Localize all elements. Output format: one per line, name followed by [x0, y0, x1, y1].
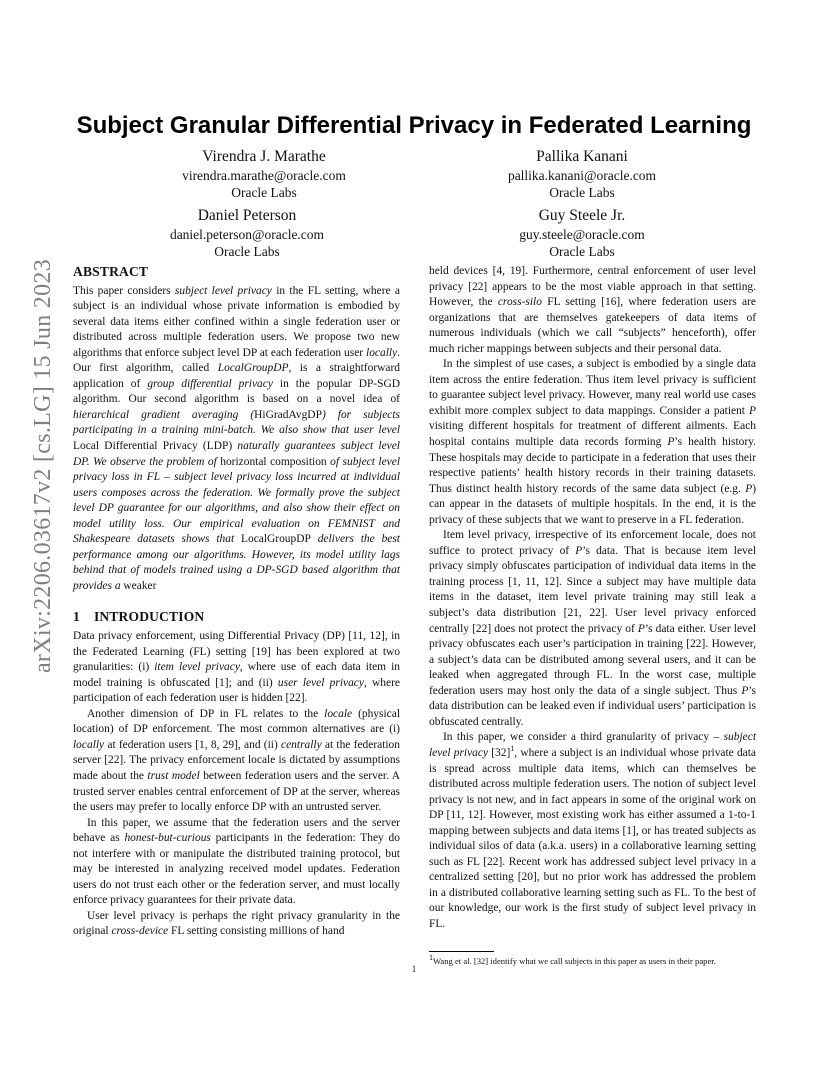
section-number: 1: [73, 609, 80, 625]
intro-paragraph-7: Item level privacy, irrespective of its enforcement locale, does not suffice to protect privacy of P’s data. That is because item level privacy simply obfuscates participation of individual data items in the training process [1, 11, 12]. Since a subject may have multiple data items in the dataset, item level private training may still leak a subject’s data distribution [21, 22]. User level privacy enforced centrally [22] does not protect the privacy of P’s data either. User level privacy obfuscates each user’s participation in training [22]. However, a subject’s data can be distributed among several users, and it can be leaked when aggregated through FL. In the worst case, multiple federation users may host only the data of a single subject. Thus P’s data distribution can be leaked even if individual users’ participation is obfuscated centrally.: [429, 529, 757, 728]
author-name: Virendra J. Marathe: [202, 148, 326, 165]
author-block: [432, 147, 732, 201]
intro-paragraph-5: held devices [4, 19]. Furthermore, central enforcement of user level privacy [22] appears to be the most viable approach in that setting. However, the cross-silo FL setting [16], where federation users are organizations that are themselves gatekeepers of data items of numerous individuals (which we call “subjects” henceforth), offer much richer mappings between subjects and their personal data.: [429, 265, 756, 355]
left-column: [73, 264, 400, 940]
author-block: [114, 147, 414, 201]
abstract-paragraph: This paper considers subject level privacy in the FL setting, where a subject is an individual whose private information is embodied by several data items either confined within a single federation user or distributed across multiple federation users. We propose two new algorithms that enforce subject level DP at each federation user locally. Our first algorithm, called LocalGroupDP, is a straightforward application of group differential privacy in the popular DP-SGD algorithm. Our second algorithm is based on a novel idea of hierarchical gradient averaging (HiGradAvgDP) for subjects participating in a training mini-batch. We also show that user level Local Differential Privacy (LDP) naturally guarantees subject level DP. We observe the problem of horizontal composition of subject level privacy loss in FL – subject level privacy loss incurred at individual users composes across the federation. We formally prove the subject level DP guarantee for our algorithms, and also show their effect on model utility loss. Our empirical evaluation on FEMNIST and Shakespeare datasets shows that LocalGroupDP delivers the best performance among our algorithms. However, its model utility lags behind that of models trained using a DP-SGD based algorithm that provides a weaker: [73, 284, 401, 592]
author-block: [432, 206, 732, 260]
intro-paragraph-8: In this paper, we consider a third granularity of privacy – subject level privacy $[32]^1$, where a subject is an individual whose private data is spread across multiple data items, which can themselves be distributed across multiple federation users. The notion of subject level privacy is not new, and in fact appears in some of the original work on DP [11, 12]. However, most existing work has either assumed a 1-to-1 mapping between subjects and data items [1], or has treated subjects as individual silos of data (a.k.a. users) in a collaborative learning setting such as FL [22]. Recent work has addressed subject level privacy in a centralized setting [20], but no prior work has addressed the problem in a distributed collaborative learning setting such as FL. To the best of our knowledge, our work is the first study of subject level privacy in FL.: [429, 731, 756, 930]
author-name: Pallika Kanani: [536, 148, 628, 165]
right-column: [429, 264, 756, 967]
author-email: virendra.marathe@oracle.com: [182, 168, 346, 183]
arxiv-identifier: arXiv:2206.03617v2 [cs.LG] 15 Jun 2023: [30, 258, 56, 674]
footnote-rule: [429, 951, 494, 952]
intro-paragraph-6: In the simplest of use cases, a subject is embodied by a single data item across the entire federation. Thus item level privacy is sufficient to guarantee subject level privacy. However, many real world use cases exhibit more complex subject to data mappings. Consider a patient P visiting different hospitals for treatment of different ailments. Each hospital contains multiple data records forming P’s health history. These hospitals may decide to participate in a federation that uses their respective patients’ health history records in their training datasets. Thus distinct health history records of the same data subject (e.g. P) can appear in the datasets of multiple hospitals. In the end, it is the privacy of these subjects that we want to preserve in a FL federation.: [429, 358, 756, 526]
paper-title: Subject Granular Differential Privacy in Federated Learning: [76, 112, 752, 139]
page-number: 1: [411, 964, 417, 974]
intro-paragraph-4: User level privacy is perhaps the right privacy granularity in the original cross-device FL setting consisting millions of hand: [73, 909, 400, 938]
intro-paragraph-2: Another dimension of DP in FL relates to the locale (physical location) of DP enforcement. The most common alternatives are (i) locally at federation users [1, 8, 29], and (ii) centrally at the federation server [22]. The privacy enforcement locale is dictated by assumptions made about the trust model between federation users and the server. A trusted server enables central enforcement of DP at the server, whereas the users may prefer to locally enforce DP with an untrusted server.: [73, 707, 400, 814]
section-heading-introduction: [73, 609, 400, 625]
author-block: [97, 206, 397, 260]
author-affiliation: Oracle Labs: [549, 185, 615, 200]
author-name: Daniel Peterson: [197, 207, 297, 224]
section-title: INTRODUCTION: [93, 609, 205, 625]
abstract-heading: ABSTRACT: [73, 264, 149, 279]
author-affiliation: Oracle Labs: [549, 244, 615, 259]
intro-paragraph-3: In this paper, we assume that the federation users and the server behave as honest-but-curious participants in the federation: They do not interfere with or manipulate the distributed training protocol, but may be interested in analyzing received model updates. Federation users do not trust each other or the federation server, and must locally enforce privacy guarantees for their private data.: [73, 816, 400, 907]
author-affiliation: Oracle Labs: [231, 185, 297, 200]
author-affiliation: Oracle Labs: [214, 244, 280, 259]
footnote: $^1$Wang et al. [32] identify what we call subjects in this paper as users in their paper.: [429, 952, 716, 966]
footnote-marker: 1: [510, 744, 515, 754]
author-name: Guy Steele Jr.: [538, 207, 626, 224]
author-email: pallika.kanani@oracle.com: [507, 168, 657, 183]
author-email: guy.steele@oracle.com: [519, 227, 645, 242]
intro-paragraph-1: Data privacy enforcement, using Differential Privacy (DP) [11, 12], in the Federated Learning (FL) setting [19] has been explored at two granularities: (i) item level privacy, where use of each data item in model training is obfuscated [1]; and (ii) user level privacy, where participation of each federation user is hidden [22].: [73, 630, 401, 705]
author-email: daniel.peterson@oracle.com: [169, 227, 325, 242]
